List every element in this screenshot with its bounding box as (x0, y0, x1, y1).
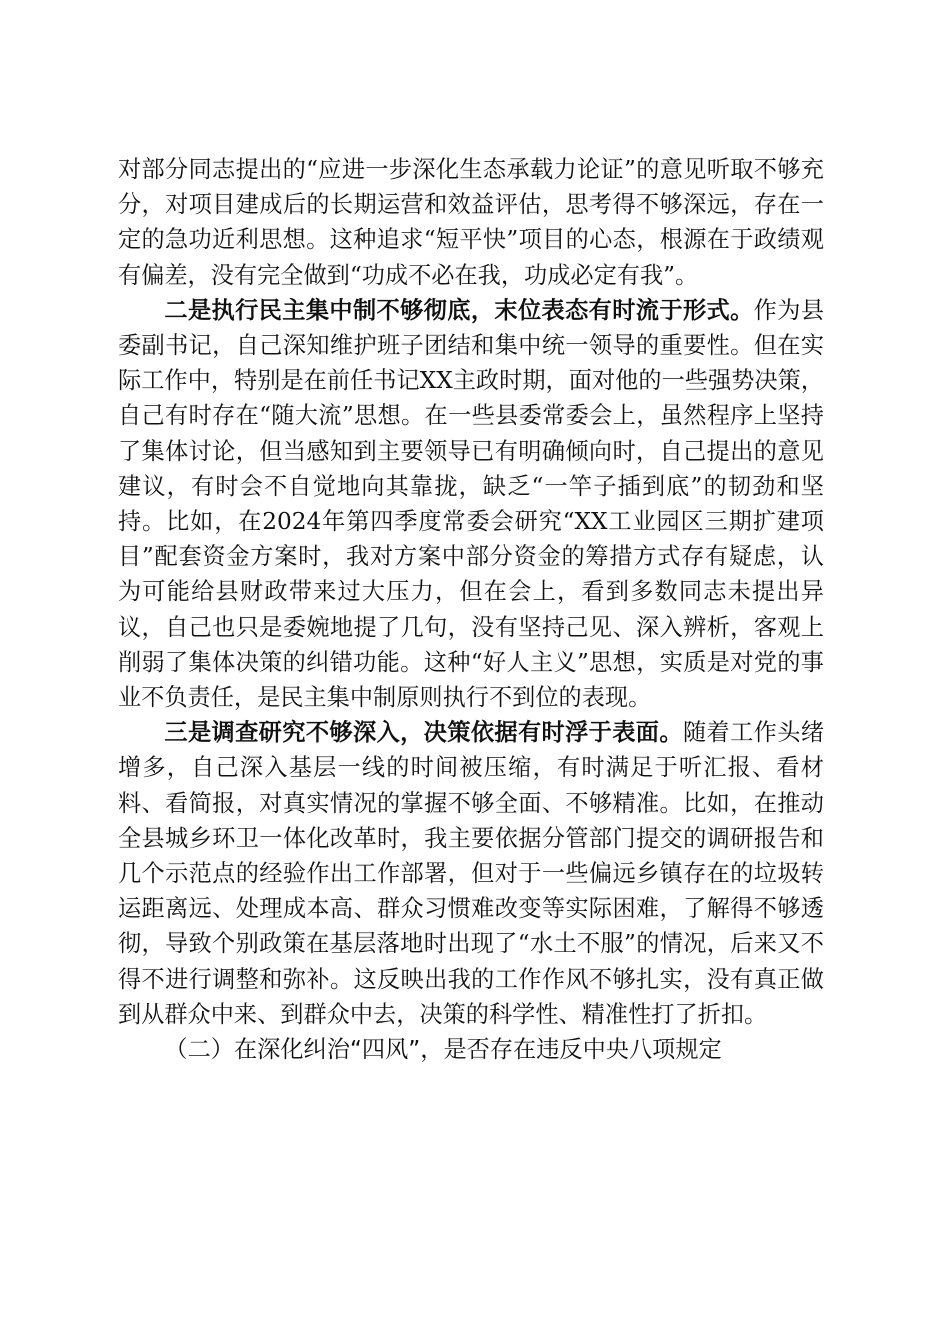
section-subheading (118, 1032, 824, 1067)
point-two-text: 作为县委副书记，自己深知维护班子团结和集中统一领导的重要性。但在实际工作中，特别是在前任书记XX主政时期，面对他的一些强势决策，自己有时存在“随大流”思想。在一些县委常委会上，虽然程序上坚持了集体讨论，但当感知到主要领导已有明确倾向时，自己提出的意见建议，有时会不自觉地向其靠拢，缺乏“一竿子插到底”的韧劲和坚持。比如，在2024年第四季度常委会研究“XX工业园区三期扩建项目”配套资金方案时，我对方案中部分资金的筹措方式存有疑虑，认为可能给县财政带来过大压力，但在会上，看到多数同志未提出异议，自己也只是委婉地提了几句，没有坚持己见、深入辨析，客观上削弱了集体决策的纠错功能。这种“好人主义”思想，实质是对党的事业不负责任，是民主集中制原则执行不到位的表现。 (118, 296, 825, 712)
document-page (118, 152, 824, 1067)
paragraph-continuation (118, 152, 824, 293)
subheading-text: （二）在深化纠治“四风”，是否存在违反中央八项规定 (164, 1036, 722, 1064)
point-three-heading: 三是调查研究不够深入，决策依据有时浮于表面。 (164, 719, 683, 747)
point-three-text: 随着工作头绪增多，自己深入基层一线的时间被压缩，有时满足于听汇报、看材料、看简报，对真实情况的掌握不够全面、不够精准。比如，在推动全县城乡环卫一体化改革时，我主要依据分管部门提交的调研报告和几个示范点的经验作出工作部署，但对于一些偏远乡镇存在的垃圾转运距离远、处理成本高、群众习惯难改变等实际困难，了解得不够透彻，导致个别政策在基层落地时出现了“水土不服”的情况，后来又不得不进行调整和弥补。这反映出我的工作作风不够扎实，没有真正做到从群众中来、到群众中去，决策的科学性、精准性打了折扣。 (118, 719, 825, 1028)
point-two-heading: 二是执行民主集中制不够彻底，末位表态有时流于形式。 (164, 296, 754, 324)
paragraph-point-two (118, 293, 824, 715)
paragraph-text: 对部分同志提出的“应进一步深化生态承载力论证”的意见听取不够充分，对项目建成后的长期运营和效益评估，思考得不够深远，存在一定的急功近利思想。这种追求“短平快”项目的心态，根源在于政绩观有偏差，没有完全做到“功成不必在我，功成必定有我”。 (118, 156, 824, 289)
paragraph-point-three (118, 715, 824, 1032)
